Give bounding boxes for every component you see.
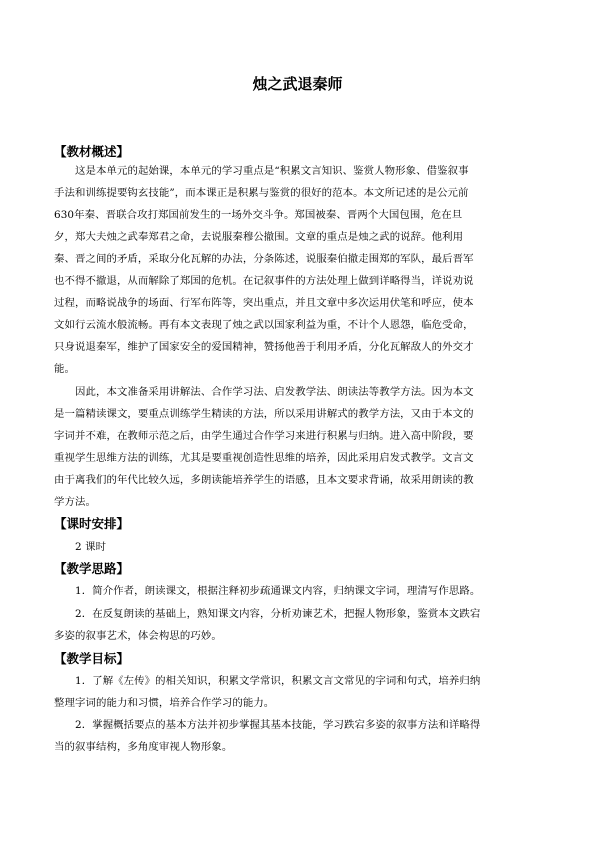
paragraph-line: 只身说退秦军，维护了国家安全的爱国精神，赞扬他善于利用矛盾，分化瓦解敌人的外交才	[54, 341, 474, 353]
paragraph-line: 因此，本文准备采用讲解法、合作学习法、启发教学法、朗读法等教学方法。因为本文	[75, 386, 474, 398]
paragraph-line: 这是本单元的起始课，本单元的学习重点是“积累文言知识、鉴赏人物形象、借鉴叙事	[75, 165, 469, 177]
paragraph-line: 2．掌握概括要点的基本方法并初步掌握其基本技能，学习跌宕多姿的叙事方法和详略得	[75, 719, 481, 731]
section-heading-schedule: 【课时安排】	[54, 516, 130, 531]
paragraph-line: 2．在反复朗读的基础上，熟知课文内容，分析劝谏艺术，把握人物形象，鉴赏本文跌宕	[75, 608, 481, 620]
paragraph-line: 当的叙事结构，多角度审视人物形象。	[54, 741, 233, 753]
paragraph-line: 多姿的叙事艺术，体会构思的巧妙。	[54, 630, 222, 642]
paragraph-line: 是一篇精读课文，要重点训练学生精读的方法，所以采用讲解式的教学方法，又由于本文的	[54, 408, 474, 420]
paragraph-line: 由于离我们的年代比较久远，多朗读能培养学生的语感，且本文要求背诵，故采用朗读的教	[54, 474, 474, 486]
paragraph-line: 能。	[54, 363, 75, 375]
paragraph-line: 夕，郑大夫烛之武奉郑君之命，去说服秦穆公撤围。文章的重点是烛之武的说辞。他利用	[54, 231, 464, 243]
paragraph-line: 学方法。	[54, 496, 96, 508]
paragraph-line: 过程，而略说战争的场面、行军布阵等，突出重点，并且文章中多次运用伏笔和呼应，使本	[54, 297, 474, 309]
paragraph-line: 也不得不撤退，从而解除了郑国的危机。在记叙事件的方法处理上做到详略得当，详说劝说	[54, 275, 474, 287]
section-heading-objectives: 【教学目标】	[54, 651, 130, 666]
paragraph-line: 文如行云流水般流畅。再有本文表现了烛之武以国家利益为重，不计个人恩怨，临危受命，	[54, 319, 474, 331]
paragraph-line: 整理字词的能力和习惯，培养合作学习的能力。	[54, 697, 275, 709]
section-heading-overview: 【教材概述】	[54, 144, 130, 159]
paragraph-line: 字词并不难，在教师示范之后，由学生通过合作学习来进行积累与归纳。进入高中阶段，要	[54, 430, 474, 442]
page-title: 烛之武退秦师	[252, 75, 343, 93]
paragraph-line: 重视学生思维方法的训练，尤其是要重视创造性思维的培养，因此采用启发式教学。文言文	[54, 452, 474, 464]
paragraph-line: 630年秦、晋联合攻打郑国前发生的一场外交斗争。郑国被秦、晋两个大国包围，危在旦	[54, 209, 463, 221]
paragraph-line: 手法和训练提要钩玄技能”，而本课正是积累与鉴赏的很好的范本。本文所记述的是公元前	[54, 187, 469, 199]
paragraph-line: 1．了解《左传》的相关知识，积累文学常识，积累文言文常见的字词和句式，培养归纳	[75, 675, 481, 687]
paragraph-line: 1．简介作者，朗读课文，根据注释初步疏通课文内容，归纳课文字词，理清写作思路。	[75, 585, 481, 597]
paragraph-line: 2 课时	[75, 541, 107, 553]
section-heading-approach: 【教学思路】	[54, 561, 130, 576]
paragraph-line: 秦、晋之间的矛盾，采取分化瓦解的办法，分条陈述，说服秦伯撤走围郑的军队，最后晋军	[54, 253, 474, 265]
